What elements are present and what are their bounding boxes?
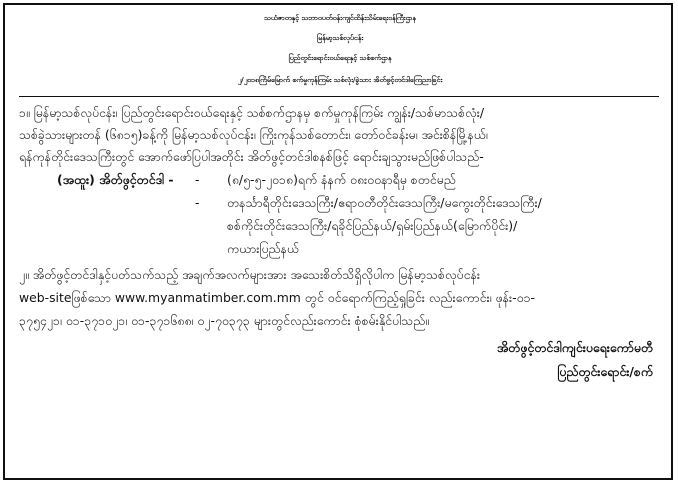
region-line: စစ်ကိုင်းတိုင်းဒေသကြီး/ရခိုင်ပြည်နယ်/ရှမ်းပြည်နယ်(မြောက်ပိုင်း)/: [227, 218, 518, 233]
committee-signature: အိတ်ဖွင့်တင်ဒါကျင်းပရေးကော်မတီ: [496, 340, 653, 355]
department-heading: ပြည်တွင်းရောင်းဝယ်ရေးနှင့် သစ်စက်ဌာန: [288, 54, 392, 62]
bullet-dash: -: [195, 195, 200, 210]
ministry-heading: သယံဇာတနှင့် သဘာဝပတ်ဝန်းကျင်ထိန်းသိမ်းရေးဝန်ကြီးဌာန: [264, 14, 416, 22]
title-divider: [19, 96, 659, 97]
section1-line: ၁။ မြန်မာ့သစ်လုပ်ငန်း၊ ပြည်တွင်းရောင်းဝယ်ရေးနှင့် သစ်စက်ဌာနမှ စက်မှုကုန်ကြမ်း ကျွန်း/သစ်မာသစ်လုံး/: [19, 105, 485, 120]
enterprise-heading: မြန်မာ့သစ်လုပ်ငန်း: [316, 34, 364, 42]
special-tender-label: (အထူး) အိတ်ဖွင့်တင်ဒါ -: [57, 172, 174, 187]
section2-website-line: web-siteဖြစ်သော www.myanmatimber.com.mm တွင် ဝင်ရောက်ကြည့်ရှုခြင်း လည်းကောင်း၊ ဖုန်း-၀၁-: [19, 290, 536, 305]
notice-title: ၂/၂၀၁၈ကြိမ်မြောက် စက်မှုကုန်ကြမ်း သစ်လုံး/ခွဲသား အိတ်ဖွင့်တင်ဒါကြေညာခြင်း: [237, 76, 443, 84]
section1-line: သစ်ခွဲသားများတန် (၆၈၁၅)ခန့်ကို မြန်မာ့သစ်လုပ်ငန်း၊ ကြိုးကုန်သစ်တောင်း၊ တော်ဝင်ခန်းမ၊ အင်းစိန်မြို့နယ်၊: [19, 127, 488, 142]
region-line: ကယားပြည်နယ်: [227, 241, 299, 256]
notice-frame: [3, 3, 673, 480]
region-line: တနင်္သာရီတိုင်းဒေသကြီး/ဧရာဝတီတိုင်းဒေသကြီး/မကွေးတိုင်းဒေသကြီး/: [227, 195, 542, 210]
section2-phone-line: ၃၇၅၄၂၁၊ ၀၁-၃၇၁၀၂၁၊ ၀၁-၃၇၁၆၈၈၊ ၀၂-၇၀၃၇၃ များတွင်လည်းကောင်း စုံစမ်းနိုင်ပါသည်။: [19, 313, 429, 328]
bullet-dash: -: [195, 172, 200, 187]
department-signature: ပြည်တွင်းရောင်း/စက်: [557, 364, 653, 379]
tender-date: (၈/၅-၅-၂၀၁၈)ရက် နံနက် ၀၈း၀၀နာရီမှ စတင်မည်: [227, 172, 456, 187]
section2-line: ၂။ အိတ်ဖွင့်တင်ဒါနှင့်ပတ်သက်သည့် အချက်အလက်များအား အသေးစိတ်သိရှိလိုပါက မြန်မာ့သစ်လုပ်ငန်း: [19, 267, 481, 282]
section1-line: ရန်ကုန်တိုင်းဒေသကြီးတွင် အောက်ဖော်ပြပါအတိုင်း အိတ်ဖွင့်တင်ဒါစနစ်ဖြင့် ရောင်းချသွားမည်ဖြစ်ပါသည်-: [19, 149, 484, 164]
